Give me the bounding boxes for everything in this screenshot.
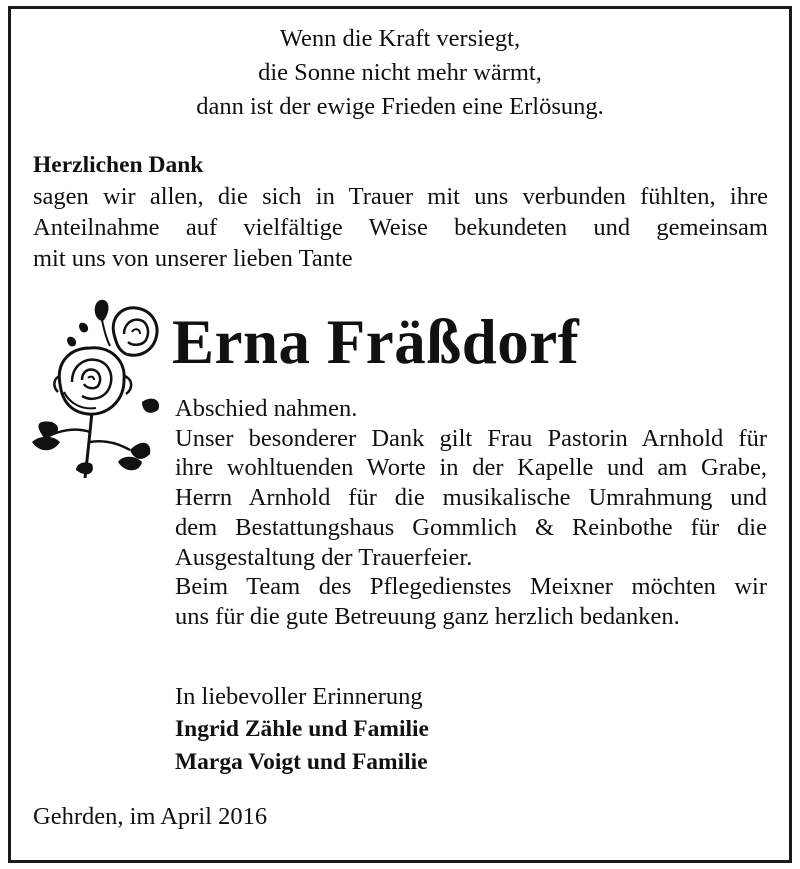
thanks-line: mit uns von unserer lieben Tante (33, 245, 353, 272)
thanks-line: Anteilnahme auf vielfältige Weise bekundeten und gemeinsam (33, 214, 768, 241)
rose-icon (30, 292, 165, 482)
poem-line: die Sonne nicht mehr wärmt, (258, 59, 542, 86)
deceased-name: Erna Fräßdorf (172, 307, 580, 377)
thanks-heading: Herzlichen Dank (33, 152, 204, 178)
body-line: uns für die gute Betreuung ganz herzlich bedanken. (175, 602, 680, 630)
body-line: Beim Team des Pflegedienstes Meixner möchten wir (175, 573, 767, 601)
poem (0, 22, 800, 124)
body-line: Abschied nahmen. (175, 395, 358, 422)
body-line: dem Bestattungshaus Gommlich & Reinbothe für die (175, 513, 767, 541)
thanks-line: sagen wir allen, die sich in Trauer mit uns verbunden fühlten, ihre (33, 183, 768, 210)
poem-line: dann ist der ewige Frieden eine Erlösung. (196, 93, 604, 120)
place-date: Gehrden, im April 2016 (33, 803, 268, 830)
remembrance-text: In liebevoller Erinnerung (175, 683, 423, 710)
body-line: Herrn Arnhold für die musikalische Umrahmung und (175, 484, 767, 512)
body-line: Unser besonderer Dank gilt Frau Pastorin Arnhold für (175, 424, 767, 452)
poem-line: Wenn die Kraft versiegt, (279, 25, 521, 52)
thanks-body (175, 394, 767, 632)
body-line: Ausgestaltung der Trauerfeier. (175, 543, 473, 571)
family-signature: Ingrid Zähle und Familie (175, 716, 429, 742)
closing-section (175, 680, 429, 779)
body-line: ihre wohltuenden Worte in der Kapelle und am Grabe, (175, 454, 767, 482)
thanks-section (33, 150, 768, 274)
family-signature: Marga Voigt und Familie (175, 749, 428, 775)
